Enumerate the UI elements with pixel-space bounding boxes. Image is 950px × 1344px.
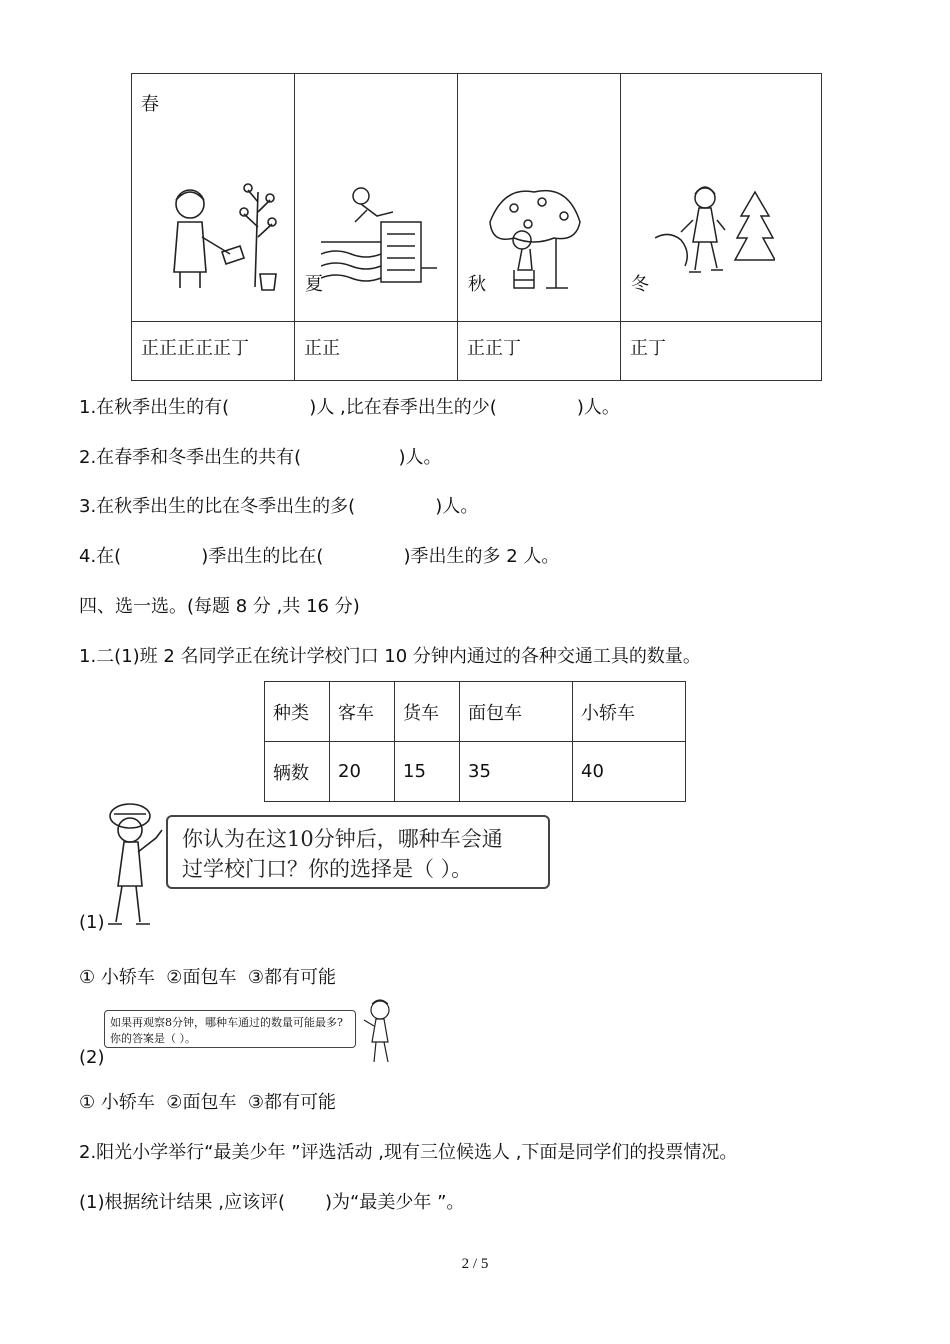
table-cell: 35 [460, 742, 573, 802]
boy-pointing-illustration [100, 800, 166, 930]
table-header: 种类 [265, 682, 330, 742]
table-cell: 20 [330, 742, 395, 802]
question-3: 3.在秋季出生的比在冬季出生的多( )人。 [79, 496, 479, 517]
table-cell: 40 [573, 742, 686, 802]
part2-label: (2) [79, 1047, 105, 1068]
section4-question-2: 2.阳光小学举行“最美少年 ”评选活动 ,现有三位候选人 ,下面是同学们的投票情况。 [79, 1142, 738, 1163]
tally-winter: 正丁 [621, 322, 822, 381]
boy-thinking-illustration [358, 998, 400, 1066]
table-header: 面包车 [460, 682, 573, 742]
section4-question-2-sub1: (1)根据统计结果 ,应该评( )为“最美少年 ”。 [79, 1192, 465, 1213]
season-cell-summer [295, 74, 458, 322]
bubble-text-line1: 如果再观察8分钟，哪种车通过的数量可能最多? [110, 1016, 343, 1029]
table-cell: 15 [395, 742, 460, 802]
bubble-text-line1: 你认为在这10分钟后，哪种车会通 [182, 827, 503, 851]
season-label: 夏 [305, 274, 323, 295]
season-label: 冬 [631, 274, 649, 295]
season-label: 春 [141, 94, 159, 115]
season-cell-spring [132, 74, 295, 322]
bubble-text-line2: 过学校门口？你的选择是（ ）。 [182, 857, 473, 881]
table-header: 客车 [330, 682, 395, 742]
table-header: 货车 [395, 682, 460, 742]
question-4: 4.在( )季出生的比在( )季出生的多 2 人。 [79, 546, 560, 567]
speech-bubble [104, 1010, 356, 1048]
tally-autumn: 正正丁 [458, 322, 621, 381]
child-picking-fruit-illustration [484, 182, 584, 290]
tally-spring: 正正正正正丁 [132, 322, 295, 381]
section4-question-1: 1.二(1)班 2 名同学正在统计学校门口 10 分钟内通过的各种交通工具的数量。 [79, 646, 701, 667]
table-row-label: 辆数 [265, 742, 330, 802]
table-header: 小轿车 [573, 682, 686, 742]
boy-watering-tree-illustration [160, 182, 280, 292]
page-number: 2 / 5 [461, 1256, 489, 1272]
season-cell-winter [621, 74, 822, 322]
bubble-text-line2: 你的答案是（ ）。 [110, 1032, 196, 1045]
section-heading: 四、选一选。(每题 8 分 ,共 16 分) [79, 596, 360, 617]
part1-label: (1) [79, 912, 105, 933]
season-cell-autumn [458, 74, 621, 322]
traffic-table [264, 681, 686, 802]
question-1: 1.在秋季出生的有( )人 ,比在春季出生的少( )人。 [79, 397, 620, 418]
part1-options: ① 小轿车 ②面包车 ③都有可能 [79, 967, 337, 988]
tally-summer: 正正 [295, 322, 458, 381]
speech-bubble [166, 815, 550, 889]
part2-options: ① 小轿车 ②面包车 ③都有可能 [79, 1092, 337, 1113]
child-skating-illustration [655, 182, 775, 282]
season-label: 秋 [468, 274, 486, 295]
child-swimming-illustration [321, 182, 437, 288]
season-table [131, 73, 822, 381]
question-2: 2.在春季和冬季出生的共有( )人。 [79, 447, 442, 468]
